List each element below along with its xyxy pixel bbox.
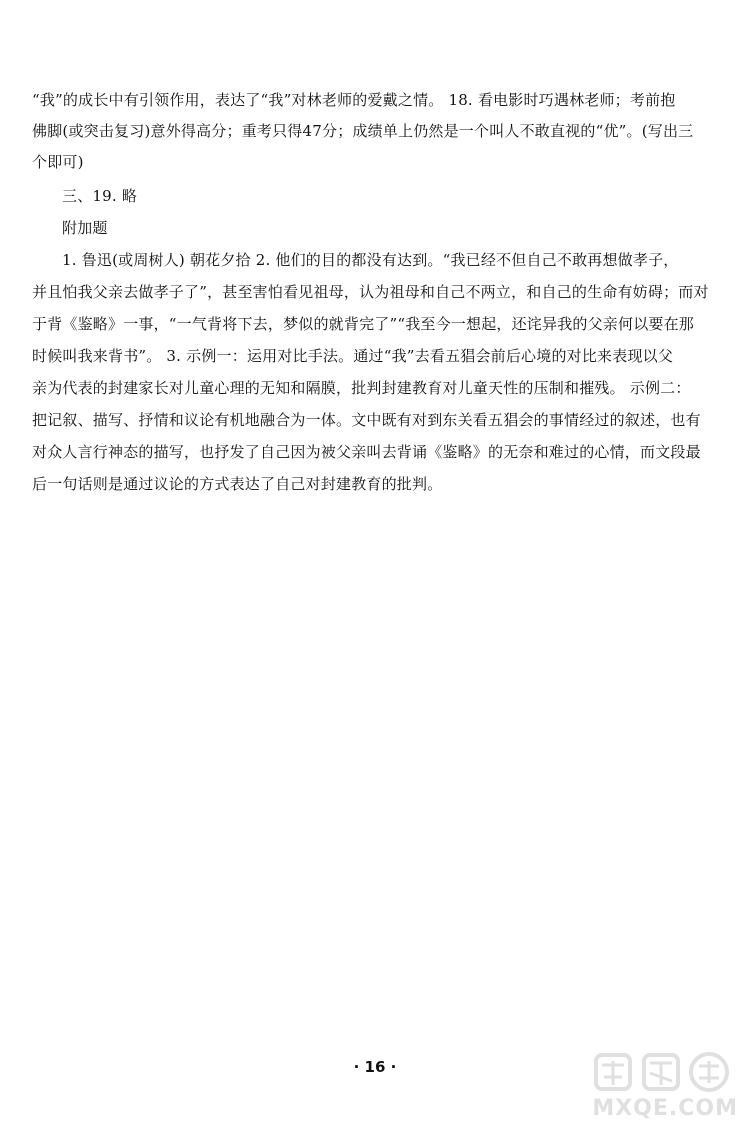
site-watermark [592,1051,742,1121]
text-line-3: 个即可) [32,153,84,171]
text-line-6: 1. 鲁迅(或周树人) 朝花夕拾 2. 他们的目的都没有达到。“我已经不但自己不敢再想做孝子， [62,251,679,269]
text-line-8: 于背《鉴略》一事，“一气背将下去，梦似的就背完了”“我至今一想起，还诧异我的父亲何以要在那 [32,315,695,333]
section-heading-3: 三、19. 略 [62,187,138,205]
text-line-12: 对众人言行神态的描写，也抒发了自己因为被父亲叫去背诵《鉴略》的无奈和难过的心情，而文段最 [32,443,701,461]
text-line-13: 后一句话则是通过议论的方式表达了自己对封建教育的批判。 [32,475,443,493]
text-line-9: 时候叫我来背书”。 3. 示例一：运用对比手法。通过“我”去看五猖会前后心境的对比来表现以父 [32,347,674,365]
text-line-2: 佛脚(或突击复习)意外得高分；重考只得47分；成绩单上仍然是一个叫人不敢直视的“优”。(写出三 [32,122,694,140]
watermark-url: MXQE.COM [592,1096,738,1121]
bonus-heading: 附加题 [62,219,108,237]
text-line-1: “我”的成长中有引领作用，表达了“我”对林老师的爱戴之情。 18. 看电影时巧遇林老师；考前抱 [32,91,676,109]
text-line-11: 把记叙、描写、抒情和议论有机地融合为一体。文中既有对到东关看五猖会的事情经过的叙述，也有 [32,411,701,429]
text-line-7: 并且怕我父亲去做孝子了”，甚至害怕看见祖母，认为祖母和自己不两立，和自己的生命有妨碍；而对 [32,283,709,301]
text-line-10: 亲为代表的封建家长对儿童心理的无知和隔膜，批判封建教育对儿童天性的压制和摧残。 示例二： [32,379,691,397]
page-number: · 16 · [353,1058,397,1076]
watermark-logo-icon [592,1051,742,1093]
